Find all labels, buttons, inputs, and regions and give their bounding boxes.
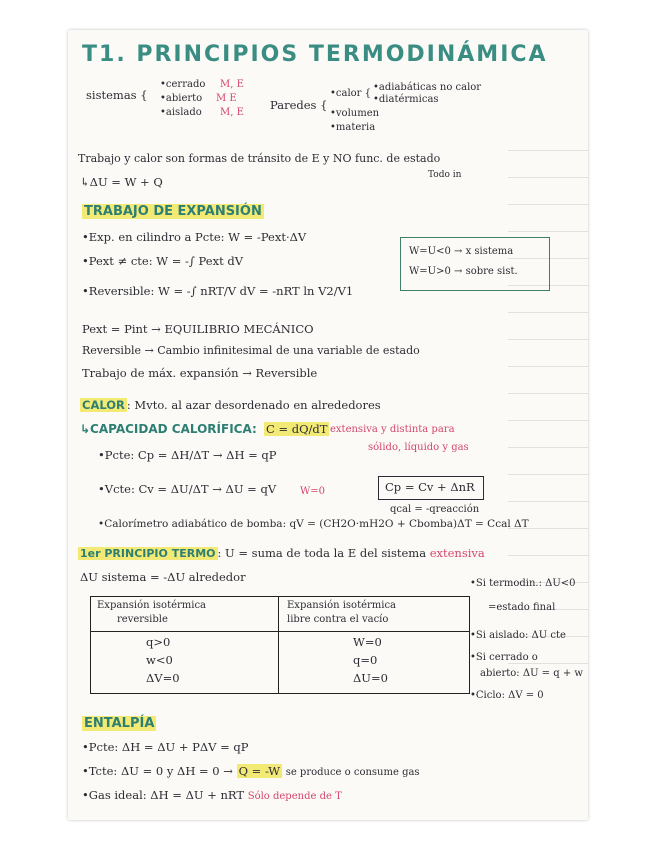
me-2: M E — [216, 93, 237, 104]
c-formula: C = dQ/dT — [266, 422, 328, 436]
produce-gas: se produce o consume gas — [285, 767, 420, 778]
me-3: M, E — [220, 107, 244, 118]
expansion-table — [90, 596, 470, 694]
q-minus-w: Q = -W — [238, 764, 281, 778]
h-capacidad: ↳CAPACIDAD CALORÍFICA: — [80, 422, 257, 436]
solido-liquido-gas: sólido, líquido y gas — [368, 442, 469, 453]
page-title: T1. PRINCIPIOS TERMODINÁMICA — [82, 42, 548, 67]
ciclo: •Ciclo: ΔV = 0 — [470, 690, 544, 701]
materia: •materia — [330, 122, 376, 133]
cp-cv-box — [378, 476, 484, 500]
calorimetro: •Calorímetro adiabático de bomba: qV = (CH2O·mH2O + Cbomba)ΔT = Ccal ΔT — [98, 518, 529, 530]
volumen: •volumen — [330, 108, 380, 119]
table-cell: W=0 — [353, 635, 382, 649]
du-sistema: ΔU sistema = -ΔU alrededor — [80, 570, 246, 584]
cp-cv: Cp = Cv + ΔnR — [385, 480, 475, 494]
delta-u: ↳ΔU = W + Q — [80, 175, 163, 189]
col1-header-a: Expansión isotérmica — [97, 600, 207, 611]
reversible-work: •Reversible: W = -∫ nRT/V dV = -nRT ln V2/V1 — [82, 284, 354, 298]
h-calor: CALOR — [82, 398, 125, 412]
table-cell: ΔU=0 — [353, 671, 388, 685]
table-cell: w<0 — [146, 653, 173, 667]
exp-cilindro: •Exp. en cilindro a Pcte: W = -Pext·ΔV — [82, 230, 307, 244]
cp-pcte: •Pcte: Cp = ΔH/ΔT → ΔH = qP — [98, 448, 277, 462]
extensiva: extensiva y distinta para — [330, 424, 455, 435]
solo-depende-t: Sólo depende de T — [247, 791, 342, 802]
h-trabajo-expansion: TRABAJO DE EXPANSIÓN — [84, 204, 262, 219]
ent-tcte: •Tcte: ΔU = 0 y ΔH = 0 → — [82, 764, 233, 778]
table-cell: ΔV=0 — [146, 671, 180, 685]
si-aislado: •Si aislado: ΔU cte — [470, 630, 566, 641]
table-cell: q>0 — [146, 635, 171, 649]
calor-def: : Mvto. al azar desordenado en alrededores — [126, 398, 381, 412]
gas-ideal: •Gas ideal: ΔH = ΔU + nRT — [82, 788, 245, 802]
col2-header-a: Expansión isotérmica — [287, 600, 397, 611]
si-cerrado: •Si cerrado o — [470, 652, 538, 663]
work-sign-box — [400, 237, 550, 291]
box-w-neg: W=U<0 → x sistema — [409, 246, 514, 257]
extensiva-2: extensiva — [429, 546, 485, 560]
paredes-label: Paredes { — [270, 98, 328, 112]
si-termodin: •Si termodin.: ΔU<0 — [470, 578, 576, 589]
notebook-page — [68, 30, 588, 820]
col1-header-b: reversible — [117, 614, 168, 625]
abierto-du: abierto: ΔU = q + w — [480, 668, 583, 679]
qcal: qcal = -qreacción — [390, 504, 480, 515]
adiabaticas: •adiabáticas no calor — [373, 82, 482, 93]
pext-eq: Pext = Pint → EQUILIBRIO MECÁNICO — [82, 322, 314, 336]
ent-pcte: •Pcte: ΔH = ΔU + PΔV = qP — [82, 740, 249, 754]
w-zero: W=0 — [300, 486, 326, 497]
h-entalpia: ENTALPÍA — [84, 716, 155, 731]
box-w-pos: W=U>0 → sobre sist. — [409, 266, 518, 277]
aislado: •aislado — [160, 107, 202, 118]
table-cell: q=0 — [353, 653, 378, 667]
cerrado: •cerrado — [160, 79, 206, 90]
diatermicas: •diatérmicas — [373, 94, 439, 105]
h-primer-principio: 1er PRINCIPIO TERMO — [80, 547, 216, 560]
abierto: •abierto — [160, 93, 203, 104]
estado-final: =estado final — [488, 602, 556, 613]
todo-in: Todo in — [428, 170, 462, 180]
trabajo-calor: Trabajo y calor son formas de tránsito de E y NO func. de estado — [78, 152, 441, 165]
reversible-cambio: Reversible → Cambio infinitesimal de una variable de estado — [82, 344, 420, 357]
col2-header-b: libre contra el vacío — [287, 614, 389, 625]
me-1: M, E — [220, 79, 244, 90]
sistemas-label: sistemas { — [86, 88, 148, 102]
cv-vcte: •Vcte: Cv = ΔU/ΔT → ΔU = qV — [98, 482, 277, 496]
pext-ne-cte: •Pext ≠ cte: W = -∫ Pext dV — [82, 254, 244, 268]
calor-item: •calor { — [330, 88, 372, 99]
max-expansion: Trabajo de máx. expansión → Reversible — [82, 366, 318, 380]
primer-def: : U = suma de toda la E del sistema — [217, 546, 427, 560]
